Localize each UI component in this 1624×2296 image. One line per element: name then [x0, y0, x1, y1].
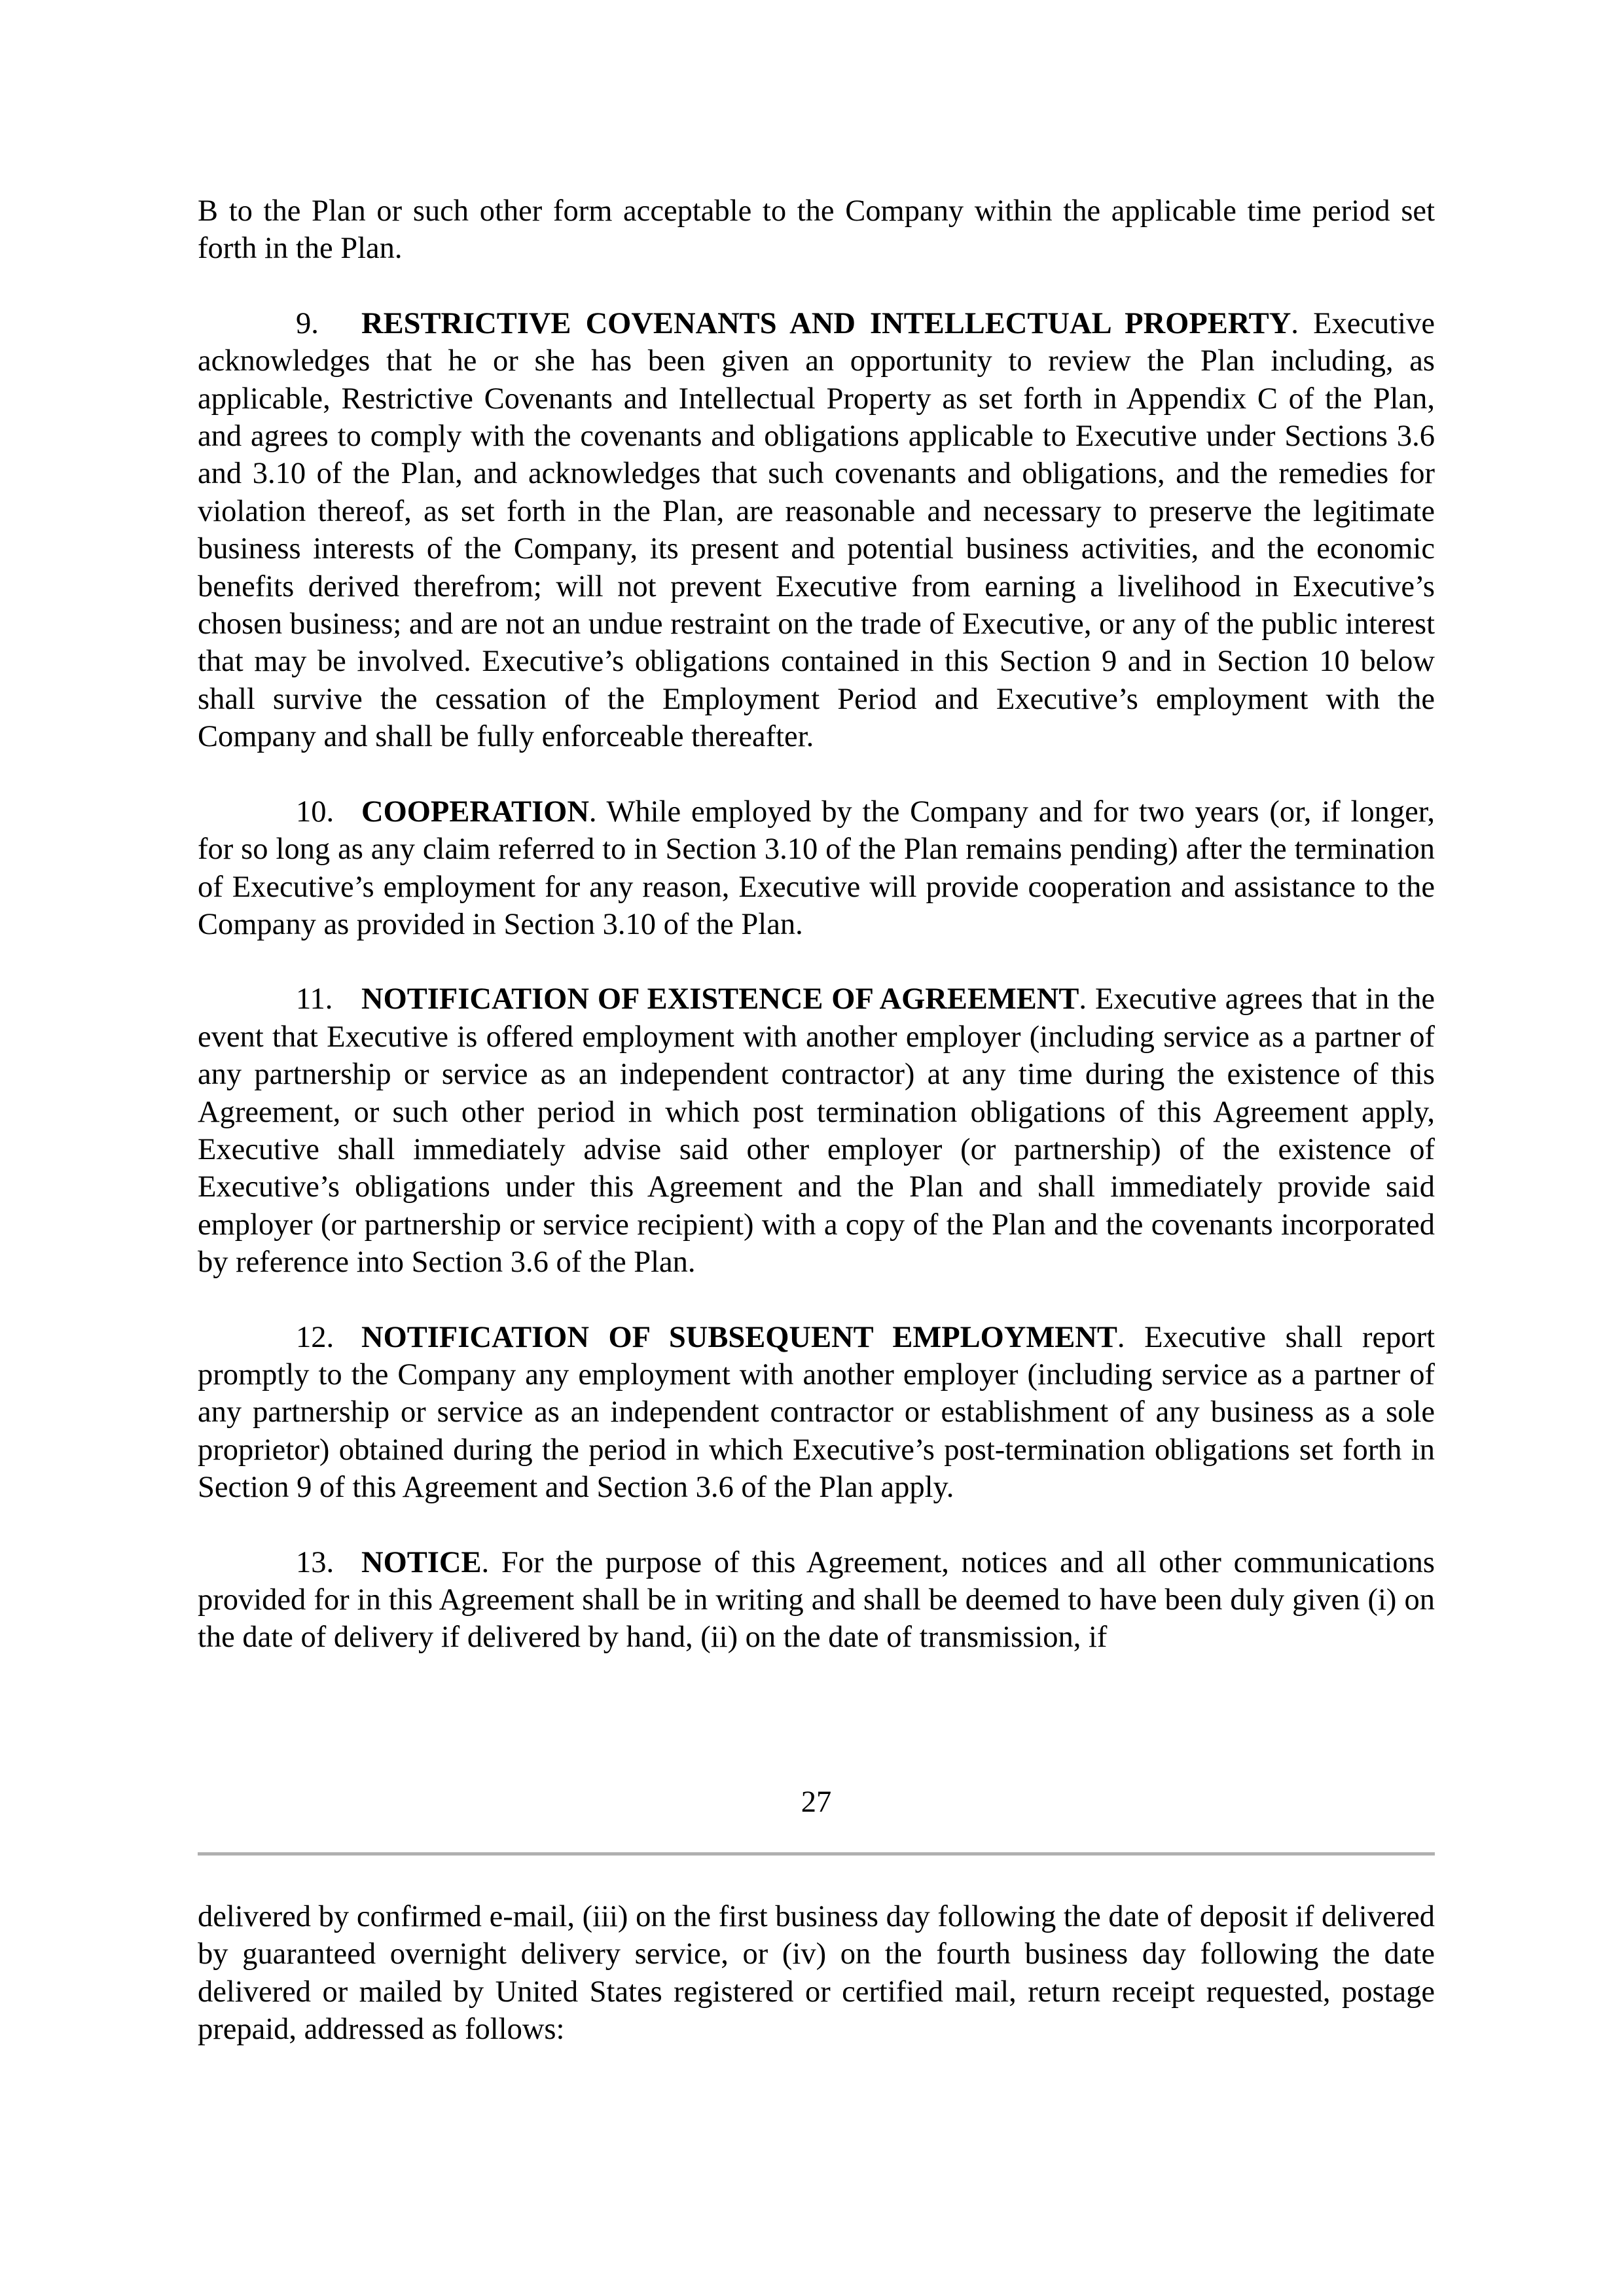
section-heading: NOTIFICATION OF SUBSEQUENT EMPLOYMENT: [361, 1320, 1117, 1354]
section-10-paragraph: [198, 793, 1435, 944]
section-number: 13.: [296, 1545, 334, 1579]
section-body: . Executive agrees that in the event that Executive is offered employment with another employer (including service as a partner of any partnership or service as an independent contractor) at any time during the existence of this Agreement, or such other period in which post termination obligations of this Agreement apply, Executive shall immediately advise said other employer (or partnership) of the existence of Executive’s obligations under this Agreement and the Plan and shall immediately provide said employer (or partnership or service recipient) with a copy of the Plan and the covenants incorporated by reference into Section 3.6 of the Plan.: [198, 982, 1435, 1280]
section-heading: NOTIFICATION OF EXISTENCE OF AGREEMENT: [361, 982, 1079, 1016]
section-number: 12.: [296, 1320, 334, 1354]
section-13-paragraph: [198, 1544, 1435, 1657]
section-9-paragraph: [198, 305, 1435, 756]
section-number: 11.: [296, 982, 333, 1016]
section-body: . While employed by the Company and for two years (or, if longer, for so long as any claim referred to in Section 3.10 of the Plan remains pending) after the termination of Executive’s employment for any reason, Executive will provide cooperation and assistance to the Company as provided in Section 3.10 of the Plan.: [198, 795, 1435, 941]
section-body: . For the purpose of this Agreement, notices and all other communications provided for in this Agreement shall be in writing and shall be deemed to have been duly given (i) on the date of delivery if delivered by hand, (ii) on the date of transmission, if: [198, 1545, 1435, 1655]
page-break-divider: [198, 1852, 1435, 1856]
section-11-paragraph: [198, 980, 1435, 1281]
page-number: 27: [801, 1785, 832, 1819]
page-top-text: [198, 192, 1435, 1694]
section-body: . Executive shall report promptly to the Company any employment with another employer (including service as a partner of any partnership or service as an independent contractor or establishment of any business as a sole proprietor) obtained during the period in which Executive’s post-termination obligations set forth in Section 9 of this Agreement and Section 3.6 of the Plan apply.: [198, 1320, 1435, 1505]
section-body: . Executive acknowledges that he or she has been given an opportunity to review the Plan including, as applicable, Restrictive Covenants and Intellectual Property as set forth in Appendix C of the Plan, and agrees to comply with the covenants and obligations applicable to Executive under Sections 3.6 and 3.10 of the Plan, and acknowledges that such covenants and obligations, and the remedies for violation thereof, as set forth in the Plan, are reasonable and necessary to preserve the legitimate business interests of the Company, its present and potential business activities, and the economic benefits derived therefrom; will not prevent Executive from earning a livelihood in Executive’s chosen business; and are not an undue restraint on the trade of Executive, or any of the public interest that may be involved. Executive’s obligations contained in this Section 9 and in Section 10 below shall survive the cessation of the Employment Period and Executive’s employment with the Company and shall be fully enforceable thereafter.: [198, 306, 1435, 754]
section-12-paragraph: [198, 1319, 1435, 1507]
section-heading: COOPERATION: [361, 795, 589, 829]
section-heading: NOTICE: [361, 1545, 482, 1579]
section-number: 9.: [296, 306, 319, 340]
section-number: 10.: [296, 795, 334, 829]
continuation-paragraph: delivered by confirmed e-mail, (iii) on the first business day following the date of deposit if delivered by guaranteed overnight delivery service, or (iv) on the fourth business day following the date delivered or mailed by United States registered or certified mail, return receipt requested, postage prepaid, addressed as follows:: [198, 1900, 1435, 2047]
section-heading: RESTRICTIVE COVENANTS AND INTELLECTUAL PROPERTY: [361, 306, 1291, 340]
carryover-paragraph: B to the Plan or such other form acceptable to the Company within the applicable time period set forth in the Plan.: [198, 194, 1435, 266]
page-bottom-text: [198, 1898, 1435, 2086]
